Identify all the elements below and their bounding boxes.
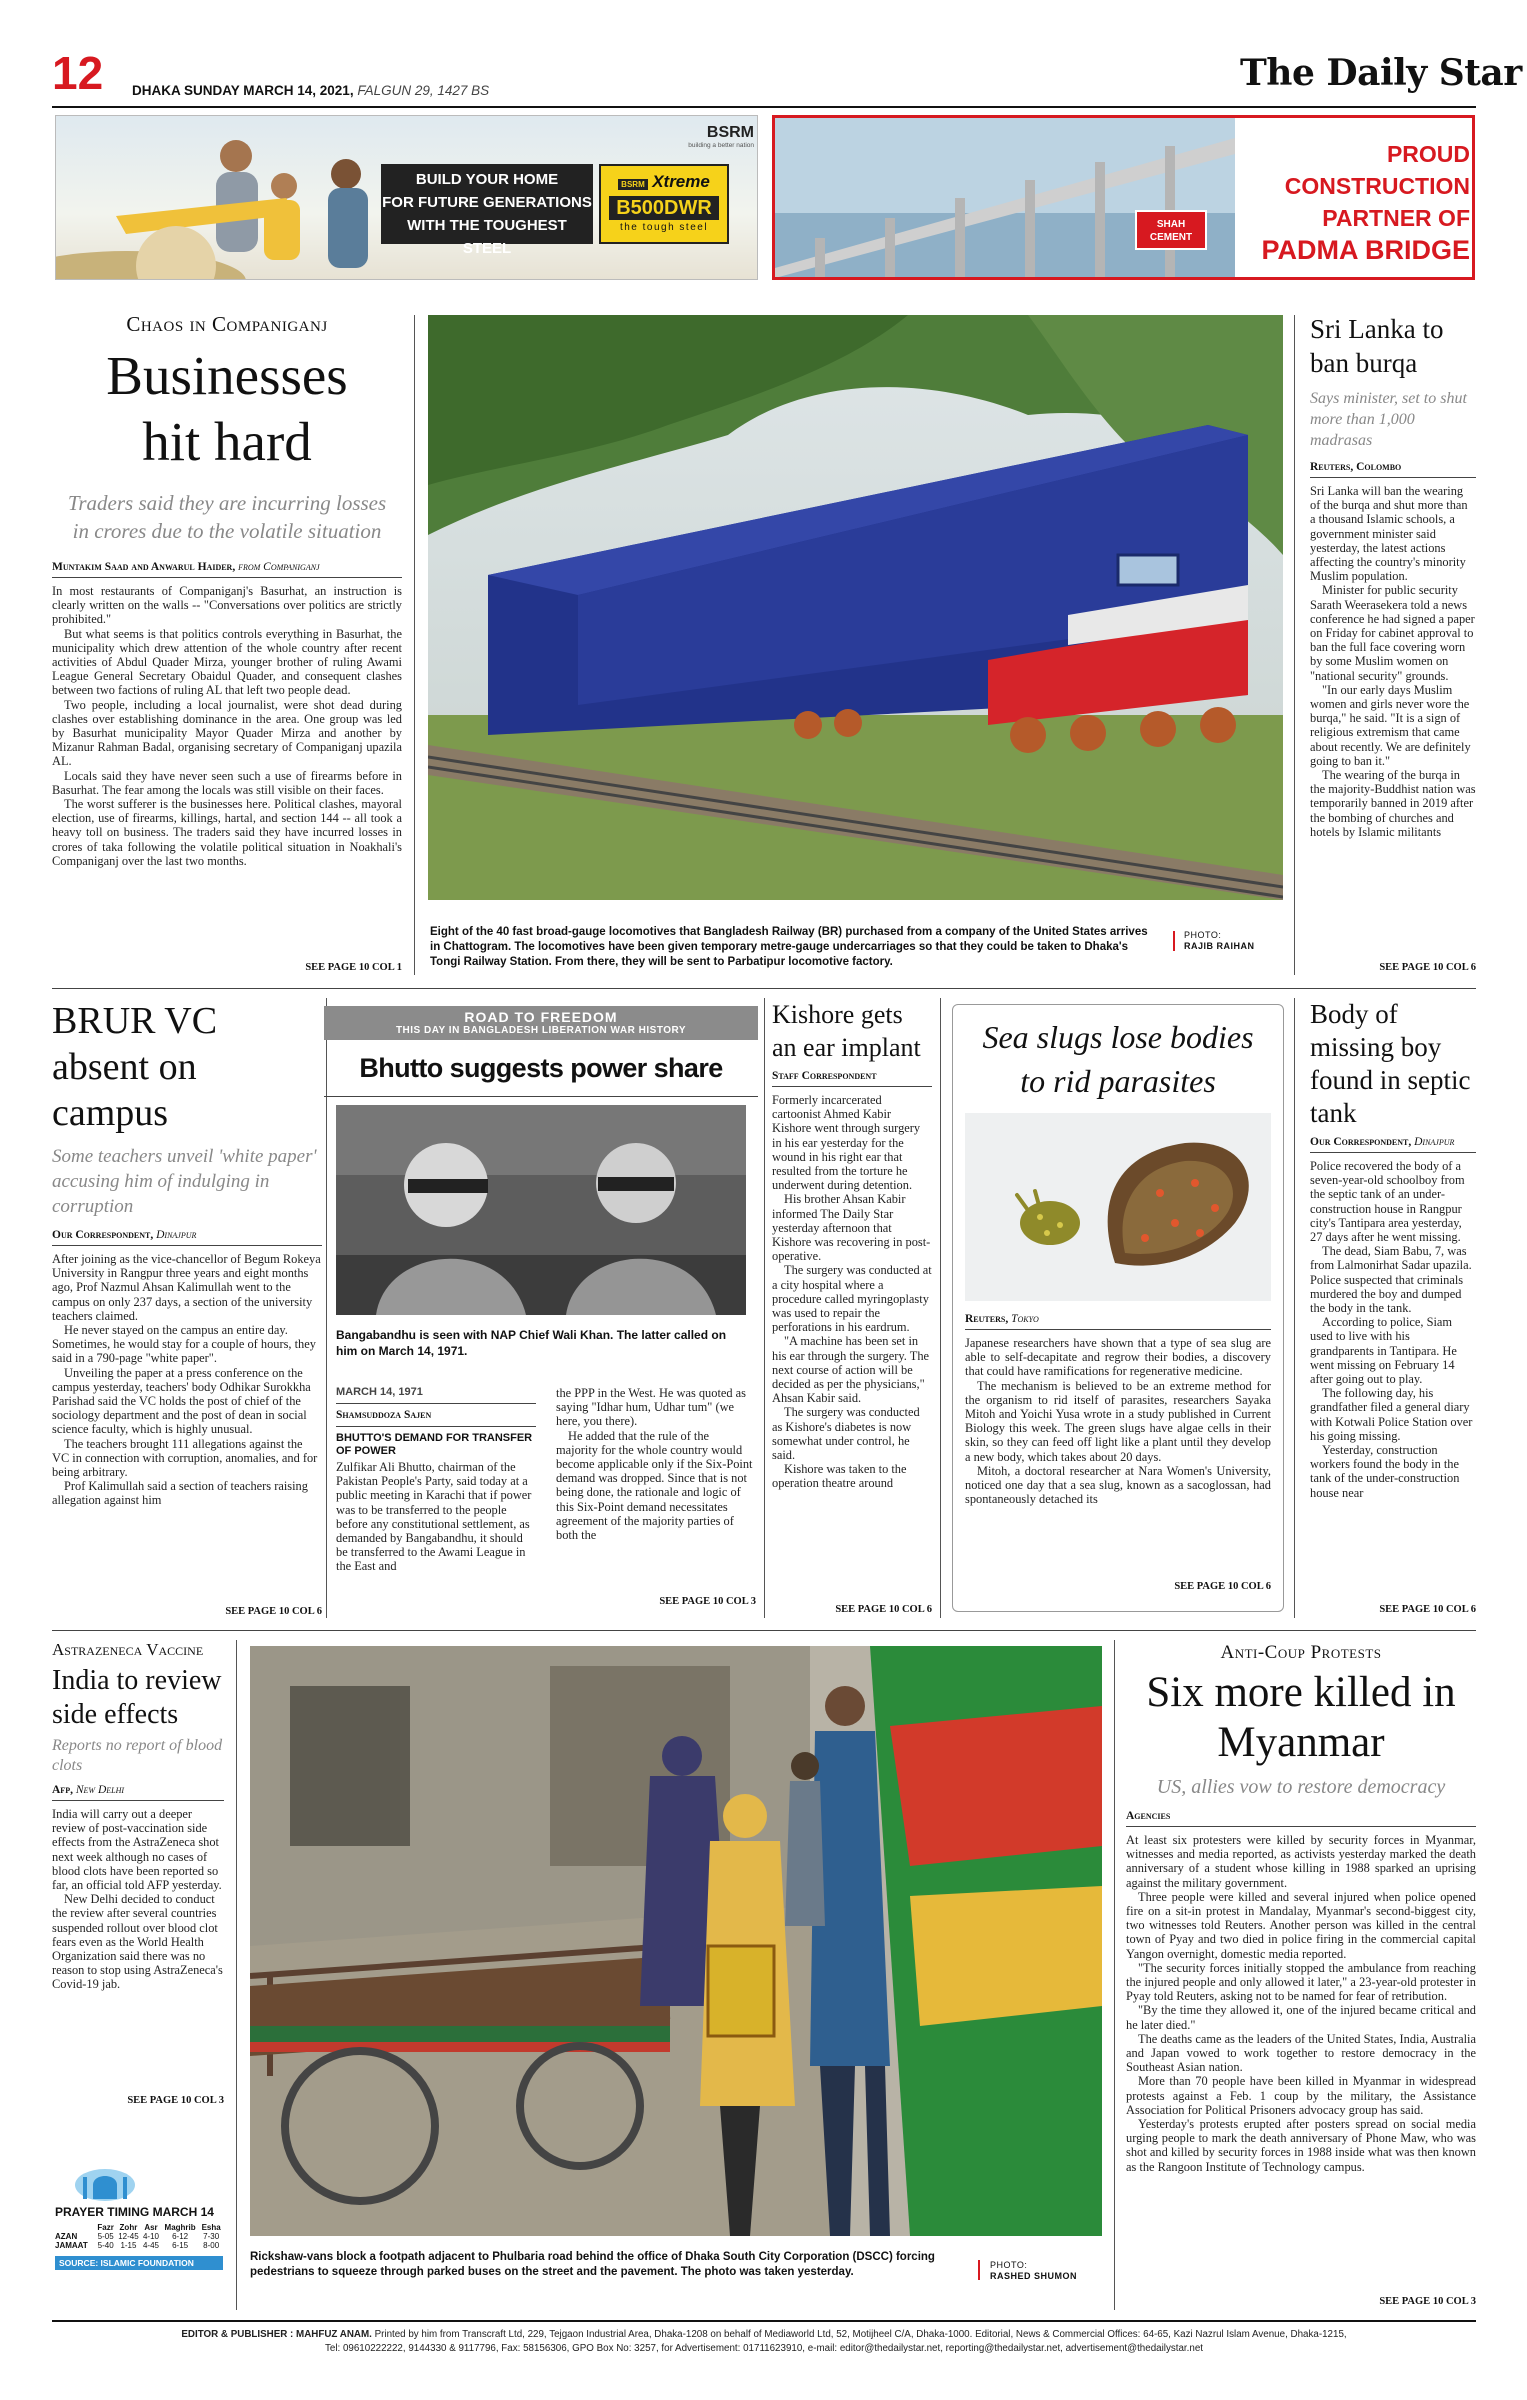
- paragraph: Formerly incarcerated cartoonist Ahmed Kabir Kishore went through surgery in his ear yesterday for the wound in his right ear that resulted from the torture he underwent during detention.: [772, 1093, 921, 1193]
- dateline-text: DHAKA SUNDAY MARCH 14, 2021,: [132, 83, 354, 98]
- paragraph: The worst sufferer is the businesses here. Political clashes, mayoral election, use of firearms, killings, hartal, and section 144 -- all took a heavy toll on business. The traders said they have incurred losses in crores of taka following the volatile political situation in Noakhali's Companiganj over the last two months.: [52, 797, 402, 868]
- caption-separator: [1173, 931, 1175, 951]
- photo-caption: Bangabandhu is seen with NAP Chief Wali Khan. The latter called on him on March 14, 1971.: [336, 1328, 727, 1358]
- deck: Traders said they are incurring losses in crores due to the volatile situation: [67, 491, 387, 543]
- byline-author: Muntakim Saad and Anwarul Haider,: [52, 561, 236, 573]
- column-rule: [940, 998, 941, 1618]
- byline-location: Dinajpur: [156, 1229, 197, 1241]
- article-body: [1126, 1833, 1476, 2285]
- paragraph: His brother Ahsan Kabir informed The Daily Star yesterday afternoon that Kishore was recovering in post-operative.: [772, 1192, 931, 1264]
- see-page-link[interactable]: SEE PAGE 10 COL 6: [1379, 962, 1476, 973]
- story-brur: [52, 998, 322, 1620]
- paragraph: Mitoh, a doctoral researcher at Nara Women's University, noticed one day that a sea slug, known as a sacoglossan, had spontaneously detached its: [965, 1463, 1271, 1507]
- cell: 4-10: [142, 2232, 159, 2241]
- deck: Says minister, set to shut more than 1,000 madrasas: [1310, 390, 1467, 449]
- shah-line3: PARTNER OF: [1322, 205, 1470, 231]
- imprint-address: Printed by him from Transcraft Ltd, 229, Tejgaon Industrial Area, Dhaka-1208 on behalf of Mediaworld Ltd, 52, Motijheel C/A, Dhaka-1000. Editorial, News & Commercial Offices: 64-65, Kazi Nazrul Islam Avenue, Dhaka-1215,: [374, 2329, 1347, 2340]
- article-columns: [336, 1386, 756, 1618]
- paragraph: Prof Kalimullah said a section of teachers raising allegation against him: [52, 1479, 308, 1508]
- bsrm-product-tag: the tough steel: [619, 222, 709, 233]
- see-page-link[interactable]: SEE PAGE 10 COL 3: [1379, 2296, 1476, 2307]
- column-rule: [1294, 998, 1295, 1618]
- ad-shah-cement[interactable]: [772, 115, 1475, 280]
- shah-line4: PADMA BRIDGE: [1261, 235, 1470, 265]
- byline-rule: [52, 1800, 224, 1801]
- table-row: [55, 2232, 223, 2241]
- byline-location: Tokyo: [1011, 1313, 1039, 1325]
- masthead-rule: [52, 106, 1476, 108]
- paragraph: India will carry out a deeper review of post-vaccination side effects from the AstraZeneca shot next week although no cases of blood clots have been reported so far, an official told AFP yesterday.: [52, 1807, 222, 1893]
- paragraph: The wearing of the burqa in the majority-Buddhist nation was temporarily banned in 2019 after the bombing of churches and hotels by Islamic militants: [1310, 768, 1476, 839]
- photo-credit-name: RAJIB RAIHAN: [1184, 941, 1255, 951]
- paragraph: Police recovered the body of a seven-year-old schoolboy from the septic tank of an under-construction house in Rangpur city's Tantipara area yesterday, 27 days after he went missing.: [1310, 1159, 1465, 1245]
- street-photo: [250, 1646, 1102, 2236]
- photo-credit-name: RASHED SHUMON: [990, 2271, 1078, 2281]
- byline-location: Colombo: [1356, 461, 1402, 473]
- paragraph: Yesterday, construction workers found the body in the tank of the under-construction house near: [1310, 1443, 1460, 1500]
- article-body: [52, 1807, 224, 2017]
- ad-family-illustration: [56, 116, 376, 280]
- bsrm-tagline: building a better nation: [688, 142, 754, 149]
- paragraph: The deaths came as the leaders of the United States, India, Australia and Japan vowed to work together to restore democracy in the Southeast Asian nation.: [1126, 2031, 1476, 2075]
- headline-rule: [324, 1096, 758, 1097]
- row-label: JAMAAT: [55, 2241, 88, 2250]
- photo-locomotives: [428, 315, 1283, 975]
- byline: Agencies: [1126, 1810, 1171, 1822]
- banner-title: ROAD TO FREEDOM: [464, 1009, 618, 1025]
- cell: 6-12: [172, 2232, 189, 2241]
- kicker: Chaos in Companiganj: [126, 312, 328, 336]
- photo-credit: [1184, 930, 1284, 952]
- paragraph: "In our early days Muslim women and girls never wore the burqa," he said. "It is a sign of religious extremism that came about recently. We are definitely going to ban it.": [1310, 682, 1471, 768]
- see-page-link[interactable]: SEE PAGE 10 COL 6: [835, 1604, 932, 1615]
- headline[interactable]: Kishore gets an ear implant: [772, 1000, 921, 1062]
- section-rule: [52, 1630, 1476, 1631]
- row-label: AZAN: [55, 2232, 78, 2241]
- column-rule: [764, 998, 765, 1618]
- article-body: [772, 1093, 932, 1571]
- column-rule: [236, 1640, 237, 2310]
- prayer-source: SOURCE: ISLAMIC FOUNDATION: [55, 2256, 223, 2270]
- table-row: [55, 2241, 223, 2250]
- byline-location: Dinajpur: [1414, 1136, 1455, 1148]
- table-header: [55, 2223, 223, 2232]
- subhead: BHUTTO'S DEMAND FOR TRANSFER OF POWER: [336, 1432, 533, 1457]
- paragraph: New Delhi decided to conduct the review after several countries suspended rollout over blood clot fears even as the World Health Organization said there was no reason to stop using AstraZeneca's Covid-19 jab.: [52, 1892, 223, 1992]
- deck: Reports no report of blood clots: [52, 1737, 223, 1774]
- deck: US, allies vow to restore democracy: [1156, 1776, 1446, 1798]
- banner-subtitle: THIS DAY IN BANGLADESH LIBERATION WAR HISTORY: [395, 1025, 687, 1036]
- paragraph: the PPP in the West. He was quoted as saying "Idhar hum, Udhar tum" (we here, you there).: [556, 1386, 747, 1429]
- shah-line2: CONSTRUCTION: [1284, 173, 1470, 199]
- byline: [52, 561, 402, 573]
- byline-rule: [1310, 477, 1476, 478]
- deck: Some teachers unveil 'white paper' accusing him of indulging in corruption: [52, 1146, 317, 1217]
- headline[interactable]: Sea slugs lose bodies to rid parasites: [982, 1019, 1254, 1099]
- paragraph: The following day, his grandfather filed a general diary with Kotwali Police Station over his going missing.: [1310, 1386, 1473, 1443]
- photo-credit-label: PHOTO:: [1184, 930, 1222, 940]
- date: MARCH 14, 1971: [336, 1386, 423, 1398]
- headline[interactable]: India to review side effects: [52, 1665, 222, 1730]
- paragraph: More than 70 people have been killed in Myanmar in widespread protests against a Feb. 1 coup by the military, the Assistance Association for Political Prisoners advocacy group has said.: [1126, 2074, 1476, 2117]
- byline-rule: [772, 1086, 932, 1087]
- paragraph: The mechanism is believed to be an extreme method for the organism to rid itself of parasites, researchers Sayaka Mitoh and Yoichi Yusa wrote in a study published in Current Biology this week. The green slugs have algae cells in their skin, so they can feed off light like a plant until they develop a new body, which takes about 20 days.: [965, 1378, 1271, 1464]
- paragraph: Two people, including a local journalist, were shot dead during clashes over establishing dominance in the area. One group was led by Basurhat municipality Mayor Quader Mirza and another by Mizanur Rahman Badal, organising secretary of Companiganj upazila AL.: [52, 697, 402, 769]
- bsrm-product-badge: [599, 164, 729, 244]
- paragraph: In most restaurants of Companiganj's Basurhat, an instruction is clearly written on the walls -- "Conversations over politics are strictly prohibited.": [52, 584, 402, 627]
- see-page-link[interactable]: SEE PAGE 10 COL 6: [1174, 1581, 1271, 1592]
- paragraph: At least six protesters were killed by security forces in Myanmar, witnesses and media reported, as activists yesterday marked the death anniversary of a student whose killing in 1988 sparked an uprising against the military government.: [1126, 1833, 1476, 1890]
- page-number: 12: [52, 47, 104, 99]
- headline[interactable]: Sri Lanka to ban burqa: [1310, 314, 1444, 378]
- bsrm-headline-line1: BUILD YOUR HOME: [415, 171, 559, 188]
- paragraph: Yesterday's protests erupted after posters spread on social media urging people to mark the death anniversary of Phone Maw, who was shot and killed by security forces in 1988 inside what was then known as the Rangoon Institute of Technology campus.: [1126, 2117, 1476, 2174]
- archive-photo: [336, 1105, 746, 1315]
- paragraph: Sri Lanka will ban the wearing of the burqa and shut more than a thousand Islamic schools, a government minister said yesterday, the latest actions affecting the country's minority Muslim population.: [1310, 484, 1468, 584]
- paragraph: He never stayed on the campus an entire day. Sometimes, he would stay for a couple of hours, they said in a 790-page "white paper".: [52, 1323, 316, 1366]
- cell: 6-15: [172, 2241, 189, 2250]
- shah-line1: PROUD: [1386, 141, 1470, 167]
- kicker: Astrazeneca Vaccine: [52, 1640, 204, 1659]
- see-page-link[interactable]: SEE PAGE 10 COL 1: [305, 962, 402, 973]
- column-left-text: Zulfikar Ali Bhutto, chairman of the Pakistan People's Party, said today at a public meeting in Karachi that if power was to be transferred to the people before any constitutional settlement, as demanded by Bangabandhu, it should be transferred to the Awami League in the East and: [336, 1460, 532, 1574]
- locomotive-photo: [428, 315, 1283, 900]
- masthead: [0, 0, 1527, 110]
- byline-rule: [1126, 1826, 1476, 1827]
- see-page-link[interactable]: SEE PAGE 10 COL 6: [225, 1606, 322, 1617]
- bsrm-product-name: Xtreme: [652, 172, 710, 191]
- dateline: [132, 83, 489, 98]
- paragraph: He added that the rule of the majority for the whole country would become applicable only if the Six-Point demand was dropped. Since that is not being done, the rationale and logic of this Six-Point demand necessitates agreement of the majority parties of both the: [556, 1428, 753, 1543]
- headline[interactable]: Bhutto suggests power share: [359, 1053, 723, 1083]
- paragraph: The surgery was conducted as Kishore's diabetes is now somewhat under control, he said.: [772, 1405, 920, 1463]
- seaslug-photo: [965, 1113, 1271, 1301]
- photo-credit: [990, 2260, 1100, 2282]
- byline-author: Afp,: [52, 1784, 73, 1796]
- shah-logo: SHAH CEMENT: [1135, 210, 1207, 250]
- article-body: [1310, 1159, 1476, 1601]
- prayer-table: [55, 2223, 223, 2250]
- byline-location: New Delhi: [75, 1784, 125, 1796]
- headline[interactable]: Businesses hit hard: [106, 345, 348, 472]
- cell: 5-40: [97, 2241, 114, 2250]
- photo-caption: Rickshaw-vans block a footpath adjacent to Phulbaria road behind the office of Dhaka South City Corporation (DSCC) forcing pedestrians to squeeze through parked buses on the street and the pavement. The photo was taken yesterday.: [250, 2251, 935, 2278]
- byline: Staff Correspondent: [772, 1070, 877, 1082]
- cell: 1-15: [120, 2241, 137, 2250]
- bsrm-headline: [381, 164, 593, 257]
- byline-rule: [965, 1329, 1271, 1330]
- column-right: [556, 1386, 754, 1591]
- byline: Shamsuddoza Sajen: [336, 1409, 432, 1421]
- story-astrazeneca: [52, 1640, 224, 2110]
- paragraph: Kishore was taken to the operation theatre around: [772, 1462, 907, 1491]
- paragraph: Unveiling the paper at a press conference on the campus yesterday, teachers' body Odhikar Surokkha Parishad said the VC holds the post of chief of the sociology department and the post of dean in social science faculty, which is highly unusual.: [52, 1365, 311, 1437]
- byline-rule: [1310, 1152, 1476, 1153]
- story-companiganj: [52, 312, 402, 977]
- header-cell: Maghrib: [164, 2223, 196, 2232]
- footer-rule: [52, 2320, 1476, 2322]
- column-rule: [1114, 1640, 1115, 2310]
- imprint-line2: Tel: 09610222222, 9144330 & 9117796, Fax: 58156306, GPO Box No: 3257, for Advertisement: 01711623910, e-mail: editor@thedailystar.net, reporting@thedailystar.net, advertisement@thedailystar.net: [324, 2343, 1203, 2354]
- byline-author: Reuters,: [1310, 461, 1354, 473]
- section-rule: [52, 988, 1476, 989]
- byline-author: Our Correspondent,: [1310, 1136, 1412, 1148]
- byline: [1310, 461, 1476, 473]
- column-rule: [414, 315, 415, 975]
- photo-street: [250, 1646, 1102, 2310]
- prayer-title: PRAYER TIMING MARCH 14: [55, 2205, 214, 2219]
- date-rule: [336, 1403, 536, 1404]
- photo-credit-label: PHOTO:: [990, 2260, 1028, 2270]
- paragraph: "By the time they allowed it, one of the injured became critical and he later died.": [1126, 2003, 1476, 2032]
- cell: 7-30: [203, 2232, 220, 2241]
- byline-rule: [52, 1245, 322, 1246]
- paragraph: Minister for public security Sarath Weerasekera told a news conference he had signed a paper on Friday for cabinet approval to ban the full face covering worn by some Muslim women on "national security" grounds.: [1310, 583, 1475, 683]
- header-cell: Zohr: [119, 2223, 138, 2232]
- imprint-editor: EDITOR & PUBLISHER : MAHFUZ ANAM.: [181, 2329, 372, 2340]
- byline-rule: [336, 1426, 536, 1427]
- story-kishore: [772, 998, 932, 1620]
- see-page-link[interactable]: SEE PAGE 10 COL 3: [127, 2095, 224, 2106]
- bsrm-brand: BSRM: [706, 124, 754, 141]
- article-body: [52, 1252, 322, 1600]
- kicker: Anti-Coup Protests: [1220, 1642, 1382, 1663]
- byline: [52, 1784, 224, 1796]
- paragraph: "A machine has been set in his ear through the surgery. The next course of action will be decided as per the physicians," Ahsan Kabir said.: [772, 1334, 930, 1406]
- mosque-icon: [75, 2155, 135, 2203]
- header-cell: Asr: [144, 2223, 158, 2232]
- article-body: [965, 1336, 1271, 1550]
- bsrm-headline-line3: WITH THE TOUGHEST STEEL: [407, 217, 567, 257]
- byline-author: Reuters,: [965, 1313, 1009, 1325]
- caption-separator: [978, 2260, 980, 2280]
- road-to-freedom: [324, 1006, 758, 1618]
- story-missingboy: [1310, 998, 1476, 1620]
- paragraph: Three people were killed and several injured when police opened fire on a sit-in protest in Mandalay, Myanmar's second-biggest city, two witnesses told Reuters. Another person was killed in the central town of Pyay and two died in police firing in the commercial capital Yangon overnight, domestic media reported.: [1126, 1889, 1476, 1961]
- paragraph: According to police, Siam used to live with his grandparents in Tantipara. He went missing on February 14 after going out to play.: [1310, 1315, 1457, 1387]
- paragraph: But what seems is that politics controls everything in Basurhat, the municipality which drew attention of the whole country after recent activities of Abdul Quader Mirza, younger brother of ruling Awami League General Secretary Obaidul Quader, and consequent clashes between two factions of ruling AL that left two people dead.: [52, 626, 402, 698]
- banner: [324, 1006, 758, 1040]
- paragraph: After joining as the vice-chancellor of Begum Rokeya University in Rangpur three years and eight months ago, Prof Nazmul Ahsan Kalimullah went to the campus on only 237 days, a section of the university teachers claimed.: [52, 1252, 321, 1323]
- headline[interactable]: Body of missing boy found in septic tank: [1310, 999, 1471, 1128]
- header-cell: Esha: [201, 2223, 221, 2232]
- bsrm-headline-line2: FOR FUTURE GENERATIONS: [382, 194, 592, 211]
- byline-location: from Companiganj: [238, 561, 320, 573]
- paragraph: Locals said they have never seen such a use of firearms before in Basurhat. The fear among the locals was still visible on their faces.: [52, 768, 402, 797]
- story-myanmar: [1126, 1642, 1476, 2312]
- bsrm-product-code: B500DWR: [609, 196, 719, 220]
- header-cell: [55, 2223, 95, 2232]
- byline-author: Our Correspondent,: [52, 1229, 154, 1241]
- bsrm-product-brand: BSRM: [618, 179, 648, 190]
- prayer-timing: [55, 2155, 223, 2305]
- byline: [1310, 1136, 1476, 1148]
- byline-rule: [52, 577, 402, 578]
- ad-bridge-illustration: [775, 118, 1235, 278]
- shah-message: [1235, 138, 1470, 266]
- article-body: [52, 584, 402, 906]
- story-seaslugs: [952, 1004, 1284, 1612]
- cell: 5-05: [97, 2232, 114, 2241]
- see-page-link[interactable]: SEE PAGE 10 COL 6: [1379, 1604, 1476, 1615]
- paragraph: Japanese researchers have shown that a type of sea slug are able to self-decapitate and regrow their bodies, a discovery that could have ramifications for regenerative medicine.: [965, 1336, 1271, 1379]
- photo-caption: Eight of the 40 fast broad-gauge locomotives that Bangladesh Railway (BR) purchased from a company of the United States arrives in Chattogram. The locomotives have been given temporary metre-gauge undercarriages so that they could be taken to Dhaka's Tongi Railway Station. From there, they will be sent to Parbatipur locomotive factory.: [430, 926, 1148, 968]
- paragraph: The teachers brought 111 allegations against the VC in connection with corruption, anomalies, and for being arbitrary.: [52, 1436, 318, 1480]
- column-left: [336, 1386, 536, 1588]
- paragraph: The surgery was conducted at a city hospital where a procedure called myringoplasty was used to repair the perforations in his eardrum.: [772, 1263, 932, 1335]
- cell: 4-45: [142, 2241, 159, 2250]
- story-srilanka: [1310, 312, 1476, 977]
- article-body: [1310, 484, 1476, 970]
- headline[interactable]: Six more killed in Myanmar: [1146, 1669, 1456, 1766]
- header-cell: Fazr: [97, 2223, 114, 2232]
- paragraph: The dead, Siam Babu, 7, was from Lalmonirhat Sadar upazila. Police suspected that criminals murdered the boy and dumped the body in the tank.: [1310, 1244, 1472, 1316]
- paper-logo: The Daily Star: [1240, 52, 1522, 94]
- headline[interactable]: BRUR VC absent on campus: [52, 1000, 218, 1134]
- imprint: [52, 2328, 1476, 2356]
- column-rule: [1294, 315, 1295, 975]
- ad-bsrm[interactable]: [55, 115, 758, 280]
- see-page-link[interactable]: SEE PAGE 10 COL 3: [659, 1596, 756, 1607]
- byline: [52, 1229, 322, 1241]
- dateline-bangla: FALGUN 29, 1427 BS: [357, 83, 490, 98]
- bsrm-logo: [676, 124, 754, 149]
- imprint-line1: [52, 2328, 1476, 2342]
- cell: 8-00: [203, 2241, 220, 2250]
- byline: [965, 1313, 1271, 1325]
- cell: 12-45: [118, 2232, 139, 2241]
- paragraph: "The security forces initially stopped the ambulance from reaching the injured people and only allowed it later," a 23-year-old protester in Pyay told Reuters, asking not to be named for fear of retribution.: [1126, 1960, 1476, 2004]
